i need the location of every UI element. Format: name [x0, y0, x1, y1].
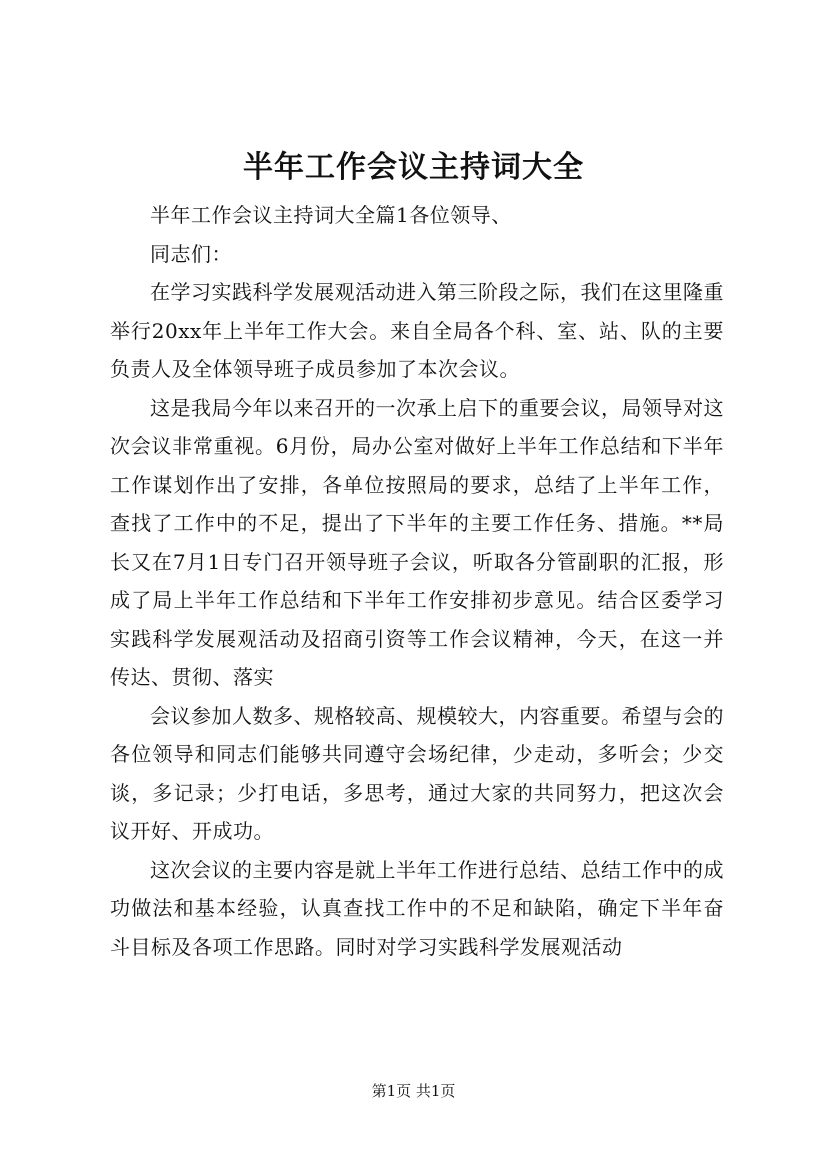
document-body [110, 196, 724, 966]
paragraph-agenda: 这次会议的主要内容是就上半年工作进行总结、总结工作中的成功做法和基本经验，认真查找工作中的不足和缺陷，确定下半年奋斗目标及各项工作思路。同时对学习实践科学发展观活动 [110, 857, 724, 959]
paragraph-discipline: 会议参加人数多、规格较高、规模较大，内容重要。希望与会的各位领导和同志们能够共同遵守会场纪律，少走动，多听会；少交谈，多记录；少打电话，多思考，通过大家的共同努力，把这次会议开好、开成功。 [110, 703, 724, 843]
paragraph-intro: 半年工作会议主持词大全篇1各位领导、 [150, 203, 512, 227]
page-title: 半年工作会议主持词大全 [243, 150, 584, 185]
paragraph-salutation: 同志们： [150, 241, 232, 266]
paragraph-background: 这是我局今年以来召开的一次承上启下的重要会议，局领导对这次会议非常重视。6月份，局办公室对做好上半年工作总结和下半年工作谋划作出了安排，各单位按照局的要求，总结了上半年工作，查找了工作中的不足，提出了下半年的主要工作任务、措施。**局长又在7月1日专门召开领导班子会议，听取各分管副职的汇报，形成了局上半年工作总结和下半年工作安排初步意见。结合区委学习实践科学发展观活动及招商引资等工作会议精神，今天，在这一并传达、贯彻、落实 [110, 395, 724, 689]
paragraph-opening: 在学习实践科学发展观活动进入第三阶段之际，我们在这里隆重举行20xx年上半年工作大会。来自全局各个科、室、站、队的主要负责人及全体领导班子成员参加了本次会议。 [110, 280, 724, 381]
page-footer: 第1页 共1页 [371, 1082, 456, 1100]
